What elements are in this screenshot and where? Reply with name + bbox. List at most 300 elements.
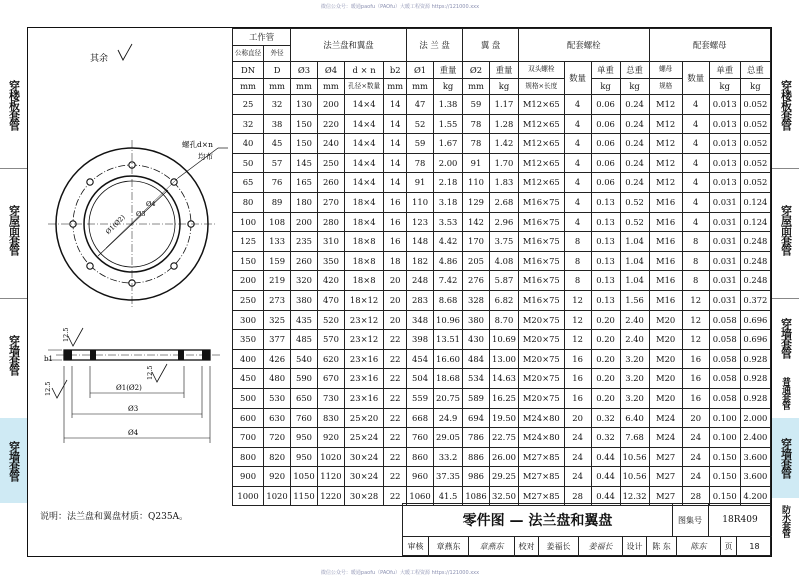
table-cell: 30×24 (344, 467, 383, 487)
table-cell: 20 (384, 271, 407, 291)
table-cell: 454 (407, 349, 434, 369)
table-cell: M16 (649, 212, 682, 232)
table-cell: M24 (649, 428, 682, 448)
table-cell: 0.058 (709, 310, 740, 330)
table-cell: 450 (233, 369, 264, 389)
table-cell: 0.052 (740, 114, 770, 134)
table-row (233, 349, 771, 369)
left-tab-divider (0, 298, 27, 299)
table-cell: M16×75 (519, 212, 565, 232)
table-cell: 668 (407, 408, 434, 428)
check-signature: 姜福长 (579, 536, 623, 557)
table-cell: 0.058 (709, 388, 740, 408)
left-tab-wall-active[interactable]: 穿墙套管 (0, 418, 27, 503)
table-cell: 0.13 (591, 192, 620, 212)
table-cell: 219 (264, 271, 291, 291)
header-cell: d × n (344, 62, 383, 79)
table-cell: M27 (649, 447, 682, 467)
table-cell: 760 (407, 428, 434, 448)
table-cell: 530 (264, 388, 291, 408)
table-cell: 0.24 (620, 173, 649, 193)
table-cell: 950 (291, 447, 318, 467)
watermark-top: 微信公众号：暖通paofu（PAOfu）大暖工程资源 https://121000.xxx (320, 4, 480, 10)
table-cell: 1.56 (620, 290, 649, 310)
table-cell: 4 (564, 212, 591, 232)
table-cell: 1.83 (489, 173, 518, 193)
right-tab-floor[interactable]: 穿楼板套管 (779, 80, 793, 130)
table-cell: 22.75 (489, 428, 518, 448)
header-cell: Ø1 (407, 62, 434, 79)
header-cell: 总重 (740, 62, 770, 79)
table-row (233, 153, 771, 173)
work-pipe-header: 工作管 (233, 29, 291, 46)
table-cell: 400 (233, 349, 264, 369)
table-cell: 860 (407, 447, 434, 467)
table-cell: 570 (317, 330, 344, 350)
table-row (233, 428, 771, 448)
table-cell: 426 (264, 349, 291, 369)
table-cell: 960 (407, 467, 434, 487)
header-cell: D (264, 62, 291, 79)
table-cell: 100 (233, 212, 264, 232)
table-cell: 3.18 (434, 192, 463, 212)
left-tab-floor[interactable]: 穿楼板套管 (7, 80, 21, 130)
table-cell: 540 (291, 349, 318, 369)
table-cell: 10.96 (434, 310, 463, 330)
check-name: 姜福长 (539, 536, 579, 557)
table-cell: 470 (317, 290, 344, 310)
table-cell: 14×4 (344, 134, 383, 154)
table-cell: 14×4 (344, 153, 383, 173)
table-cell: 57 (264, 153, 291, 173)
table-cell: 14×4 (344, 173, 383, 193)
table-cell: 1120 (317, 467, 344, 487)
header-cell: mm (407, 78, 434, 95)
table-cell: 10.56 (620, 447, 649, 467)
table-cell: 420 (317, 271, 344, 291)
table-cell: 16 (384, 232, 407, 252)
table-cell: 78 (407, 153, 434, 173)
table-cell: 0.031 (709, 271, 740, 291)
table-cell: 500 (233, 388, 264, 408)
table-cell: 276 (463, 271, 490, 291)
right-tab-normal[interactable]: 普通套管 (780, 376, 790, 409)
left-tab-roof[interactable]: 穿屋面套管 (7, 205, 21, 255)
table-cell: M20 (649, 369, 682, 389)
table-cell: 41.5 (434, 486, 463, 506)
table-cell: 0.013 (709, 153, 740, 173)
table-cell: 12 (564, 330, 591, 350)
table-cell: M20 (649, 330, 682, 350)
table-cell: 205 (463, 251, 490, 271)
table-cell: 4.200 (740, 486, 770, 506)
table-cell: 8 (682, 251, 709, 271)
table-cell: 1.67 (434, 134, 463, 154)
atlas-number: 18R409 (708, 504, 772, 537)
table-cell: 0.24 (620, 95, 649, 115)
table-cell: 78 (463, 134, 490, 154)
table-cell: 0.013 (709, 173, 740, 193)
table-cell: 23×16 (344, 349, 383, 369)
table-cell: 4 (564, 192, 591, 212)
table-cell: 16.60 (434, 349, 463, 369)
table-cell: 24 (564, 467, 591, 487)
section-phi3-label: Ø3 (128, 405, 139, 413)
table-cell: 1.28 (489, 114, 518, 134)
table-row (233, 114, 771, 134)
header-cell: b2 (384, 62, 407, 79)
bolt-hole (87, 179, 93, 185)
phi4-plan-label: Ø4 (146, 200, 156, 208)
section-phi4-label: Ø4 (128, 429, 139, 437)
phi1-label: Ø1(Ø2) (104, 213, 127, 236)
header-cell: 单重 (709, 62, 740, 79)
table-cell: M20 (649, 310, 682, 330)
table-cell: 2.40 (620, 310, 649, 330)
table-cell: 16 (564, 369, 591, 389)
table-cell: M20 (649, 388, 682, 408)
table-cell: 786 (463, 428, 490, 448)
table-cell: 0.031 (709, 192, 740, 212)
table-cell: 4.42 (434, 232, 463, 252)
table-cell: 0.928 (740, 369, 770, 389)
table-row (233, 388, 771, 408)
table-cell: 650 (291, 388, 318, 408)
table-cell: 0.13 (591, 271, 620, 291)
table-cell: 0.24 (620, 153, 649, 173)
table-cell: 125 (233, 232, 264, 252)
table-cell: 45 (264, 134, 291, 154)
table-cell: 248 (407, 271, 434, 291)
table-cell: 13.00 (489, 349, 518, 369)
table-cell: 12 (682, 310, 709, 330)
table-cell: 260 (317, 173, 344, 193)
table-cell: 240 (317, 134, 344, 154)
table-cell: 14 (384, 153, 407, 173)
table-cell: 1.04 (620, 251, 649, 271)
spec-table (232, 28, 771, 506)
table-cell: 0.058 (709, 349, 740, 369)
design-label: 设计 (623, 536, 647, 557)
bolt-header: 配套螺栓 (519, 29, 650, 62)
design-name: 陈 东 (647, 536, 677, 557)
header-cell: 孔径×数量 (344, 78, 383, 95)
table-cell: 30×28 (344, 486, 383, 506)
table-cell: 165 (291, 173, 318, 193)
table-cell: 200 (233, 271, 264, 291)
table-cell: 14 (384, 173, 407, 193)
table-cell: 89 (264, 192, 291, 212)
spec-body (233, 95, 771, 506)
table-cell: 200 (291, 212, 318, 232)
table-cell: M20×75 (519, 330, 565, 350)
table-cell: 350 (317, 251, 344, 271)
table-cell: 310 (317, 232, 344, 252)
table-cell: M27 (649, 486, 682, 506)
table-cell: 694 (463, 408, 490, 428)
flange-drawing (28, 28, 232, 501)
table-cell: 0.248 (740, 271, 770, 291)
right-tab-wall[interactable]: 穿墙套管 (779, 317, 793, 358)
table-cell: 0.013 (709, 134, 740, 154)
table-cell: 0.100 (709, 408, 740, 428)
table-row (233, 251, 771, 271)
table-cell: 0.20 (591, 369, 620, 389)
table-cell: M12 (649, 173, 682, 193)
table-cell: 20 (682, 408, 709, 428)
table-cell: 3.20 (620, 349, 649, 369)
table-cell: 2.00 (434, 153, 463, 173)
table-cell: 47 (407, 95, 434, 115)
table-cell: M16×75 (519, 271, 565, 291)
table-cell: M24 (649, 408, 682, 428)
right-tab-divider (772, 168, 799, 169)
table-cell: 4 (682, 153, 709, 173)
right-tab-waterproof[interactable]: 防水套管 (780, 504, 790, 537)
table-cell: 148 (407, 232, 434, 252)
header-cell: kg (434, 78, 463, 95)
table-cell: 130 (291, 95, 318, 115)
table-cell: M12 (649, 114, 682, 134)
table-cell: 398 (407, 330, 434, 350)
table-cell: 18.68 (434, 369, 463, 389)
table-cell: 32 (264, 95, 291, 115)
table-cell: 37.35 (434, 467, 463, 487)
table-row (233, 192, 771, 212)
table-cell: 32.50 (489, 486, 518, 506)
table-cell: 8.70 (489, 310, 518, 330)
table-row (233, 408, 771, 428)
table-cell: 28 (682, 486, 709, 506)
table-cell: M16×75 (519, 290, 565, 310)
table-cell: 260 (291, 251, 318, 271)
table-cell: 52 (407, 114, 434, 134)
table-cell: 320 (291, 271, 318, 291)
table-cell: 22 (384, 388, 407, 408)
table-cell: 150 (291, 114, 318, 134)
table-row (233, 271, 771, 291)
table-cell: 24 (682, 447, 709, 467)
signature-row (403, 536, 772, 557)
table-cell: 1050 (291, 467, 318, 487)
outer-header: 外径 (264, 45, 291, 62)
table-cell: 1220 (317, 486, 344, 506)
table-cell: 24 (682, 428, 709, 448)
table-cell: M20×75 (519, 369, 565, 389)
table-cell: 24 (682, 467, 709, 487)
table-cell: 0.013 (709, 95, 740, 115)
table-cell: 1060 (407, 486, 434, 506)
table-cell: 22 (384, 486, 407, 506)
table-cell: M12×65 (519, 134, 565, 154)
table-cell: 3.20 (620, 388, 649, 408)
bolt-hole (171, 263, 177, 269)
table-cell: 0.13 (591, 212, 620, 232)
table-cell: 10.56 (620, 467, 649, 487)
table-cell: 25 (233, 95, 264, 115)
table-cell: 0.20 (591, 310, 620, 330)
table-cell: 25×24 (344, 428, 383, 448)
table-cell: 38 (264, 114, 291, 134)
header-cell: kg (489, 78, 518, 95)
table-cell: 12 (682, 290, 709, 310)
table-cell: 900 (233, 467, 264, 487)
header-cell: 规格×长度 (519, 78, 565, 95)
table-cell: 820 (264, 447, 291, 467)
table-cell: 0.100 (709, 428, 740, 448)
table-cell: 108 (264, 212, 291, 232)
table-row (233, 447, 771, 467)
table-cell: 670 (317, 369, 344, 389)
table-cell: 24 (564, 447, 591, 467)
table-cell: 159 (264, 251, 291, 271)
bolt-note: 螺孔d×n (182, 140, 213, 149)
table-cell: 620 (317, 349, 344, 369)
table-cell: 22 (384, 408, 407, 428)
left-tab-wall[interactable]: 穿墙套管 (7, 335, 21, 375)
table-cell: M16 (649, 271, 682, 291)
table-cell: 150 (233, 251, 264, 271)
table-cell: 0.13 (591, 290, 620, 310)
header-cell: kg (740, 78, 770, 95)
table-cell: 142 (463, 212, 490, 232)
right-tab-roof[interactable]: 穿屋面套管 (779, 205, 793, 255)
phi3-plan-label: Ø3 (136, 210, 146, 218)
table-cell: 50 (233, 153, 264, 173)
table-cell: 0.031 (709, 212, 740, 232)
table-cell: 600 (233, 408, 264, 428)
table-row (233, 173, 771, 193)
table-cell: 283 (407, 290, 434, 310)
header-cell: kg (620, 78, 649, 95)
table-cell: 1086 (463, 486, 490, 506)
table-cell: M16 (649, 290, 682, 310)
table-cell: 182 (407, 251, 434, 271)
table-cell: 0.052 (740, 173, 770, 193)
table-cell: 4 (682, 192, 709, 212)
table-cell: 0.052 (740, 95, 770, 115)
table-cell: 0.058 (709, 330, 740, 350)
table-cell: M27×85 (519, 486, 565, 506)
table-cell: 14.63 (489, 369, 518, 389)
table-cell: 14×4 (344, 114, 383, 134)
table-cell: 18×8 (344, 251, 383, 271)
table-cell: 25×20 (344, 408, 383, 428)
table-cell: 0.20 (591, 388, 620, 408)
table-cell: 534 (463, 369, 490, 389)
table-cell: 0.150 (709, 467, 740, 487)
table-cell: 1.04 (620, 232, 649, 252)
table-cell: 20.75 (434, 388, 463, 408)
table-cell: 760 (291, 408, 318, 428)
table-cell: 1020 (317, 447, 344, 467)
flange-header: 法 兰 盘 (407, 29, 463, 62)
table-cell: 4 (564, 173, 591, 193)
table-cell: 30×24 (344, 447, 383, 467)
table-cell: 0.052 (740, 153, 770, 173)
table-cell: 4 (564, 114, 591, 134)
table-cell: M12×65 (519, 153, 565, 173)
page-label: 页 (721, 536, 737, 557)
right-tab-wall-active[interactable]: 穿墙套管 (772, 418, 799, 498)
table-cell: 28 (564, 486, 591, 506)
table-cell: 24 (564, 428, 591, 448)
table-cell: 22 (384, 447, 407, 467)
table-cell: 0.248 (740, 232, 770, 252)
table-cell: 2.000 (740, 408, 770, 428)
table-cell: 10.69 (489, 330, 518, 350)
table-cell: 250 (317, 153, 344, 173)
table-cell: 1000 (233, 486, 264, 506)
table-cell: 0.031 (709, 251, 740, 271)
table-cell: 380 (463, 310, 490, 330)
table-cell: 40 (233, 134, 264, 154)
table-cell: 0.06 (591, 134, 620, 154)
table-cell: M16 (649, 192, 682, 212)
header-row-3 (233, 62, 771, 79)
table-cell: 16 (384, 192, 407, 212)
table-cell: M12 (649, 153, 682, 173)
review-signature: 章燕东 (469, 536, 515, 557)
table-cell: 504 (407, 369, 434, 389)
table-cell: 18×12 (344, 290, 383, 310)
table-cell: M20×75 (519, 349, 565, 369)
table-cell: 8 (682, 232, 709, 252)
roughness-value-2: 12.5 (146, 365, 154, 380)
table-cell: 16.25 (489, 388, 518, 408)
table-cell: M20 (649, 349, 682, 369)
table-cell: 4 (682, 114, 709, 134)
table-cell: 8 (564, 271, 591, 291)
table-cell: 7.68 (620, 428, 649, 448)
material-note: 说明：法兰盘和翼盘材质：Q235A。 (40, 512, 189, 522)
table-cell: 16 (564, 388, 591, 408)
table-cell: 23×16 (344, 388, 383, 408)
table-cell: 26.00 (489, 447, 518, 467)
table-cell: 273 (264, 290, 291, 310)
table-cell: 16 (682, 369, 709, 389)
table-cell: 76 (264, 173, 291, 193)
table-cell: M16×75 (519, 232, 565, 252)
table-cell: 13.51 (434, 330, 463, 350)
header-cell: Ø4 (317, 62, 344, 79)
table-cell: 730 (317, 388, 344, 408)
table-row (233, 95, 771, 115)
table-cell: 8.68 (434, 290, 463, 310)
table-cell: 920 (317, 428, 344, 448)
table-cell: 0.44 (591, 486, 620, 506)
table-cell: 3.600 (740, 467, 770, 487)
table-cell: 4 (564, 134, 591, 154)
table-cell: 59 (463, 95, 490, 115)
header-cell: 单重 (591, 62, 620, 79)
table-cell: 8 (564, 251, 591, 271)
table-cell: 0.32 (591, 428, 620, 448)
table-cell: 4 (564, 95, 591, 115)
table-cell: 485 (291, 330, 318, 350)
table-cell: M27×85 (519, 467, 565, 487)
table-cell: 4.86 (434, 251, 463, 271)
table-cell: 480 (264, 369, 291, 389)
table-cell: 24.9 (434, 408, 463, 428)
table-cell: 830 (317, 408, 344, 428)
header-cell: 总重 (620, 62, 649, 79)
table-cell: 377 (264, 330, 291, 350)
table-cell: 14 (384, 95, 407, 115)
table-cell: 16 (682, 388, 709, 408)
flange-group-header: 法兰盘和翼盘 (291, 29, 407, 62)
table-cell: 0.44 (591, 467, 620, 487)
